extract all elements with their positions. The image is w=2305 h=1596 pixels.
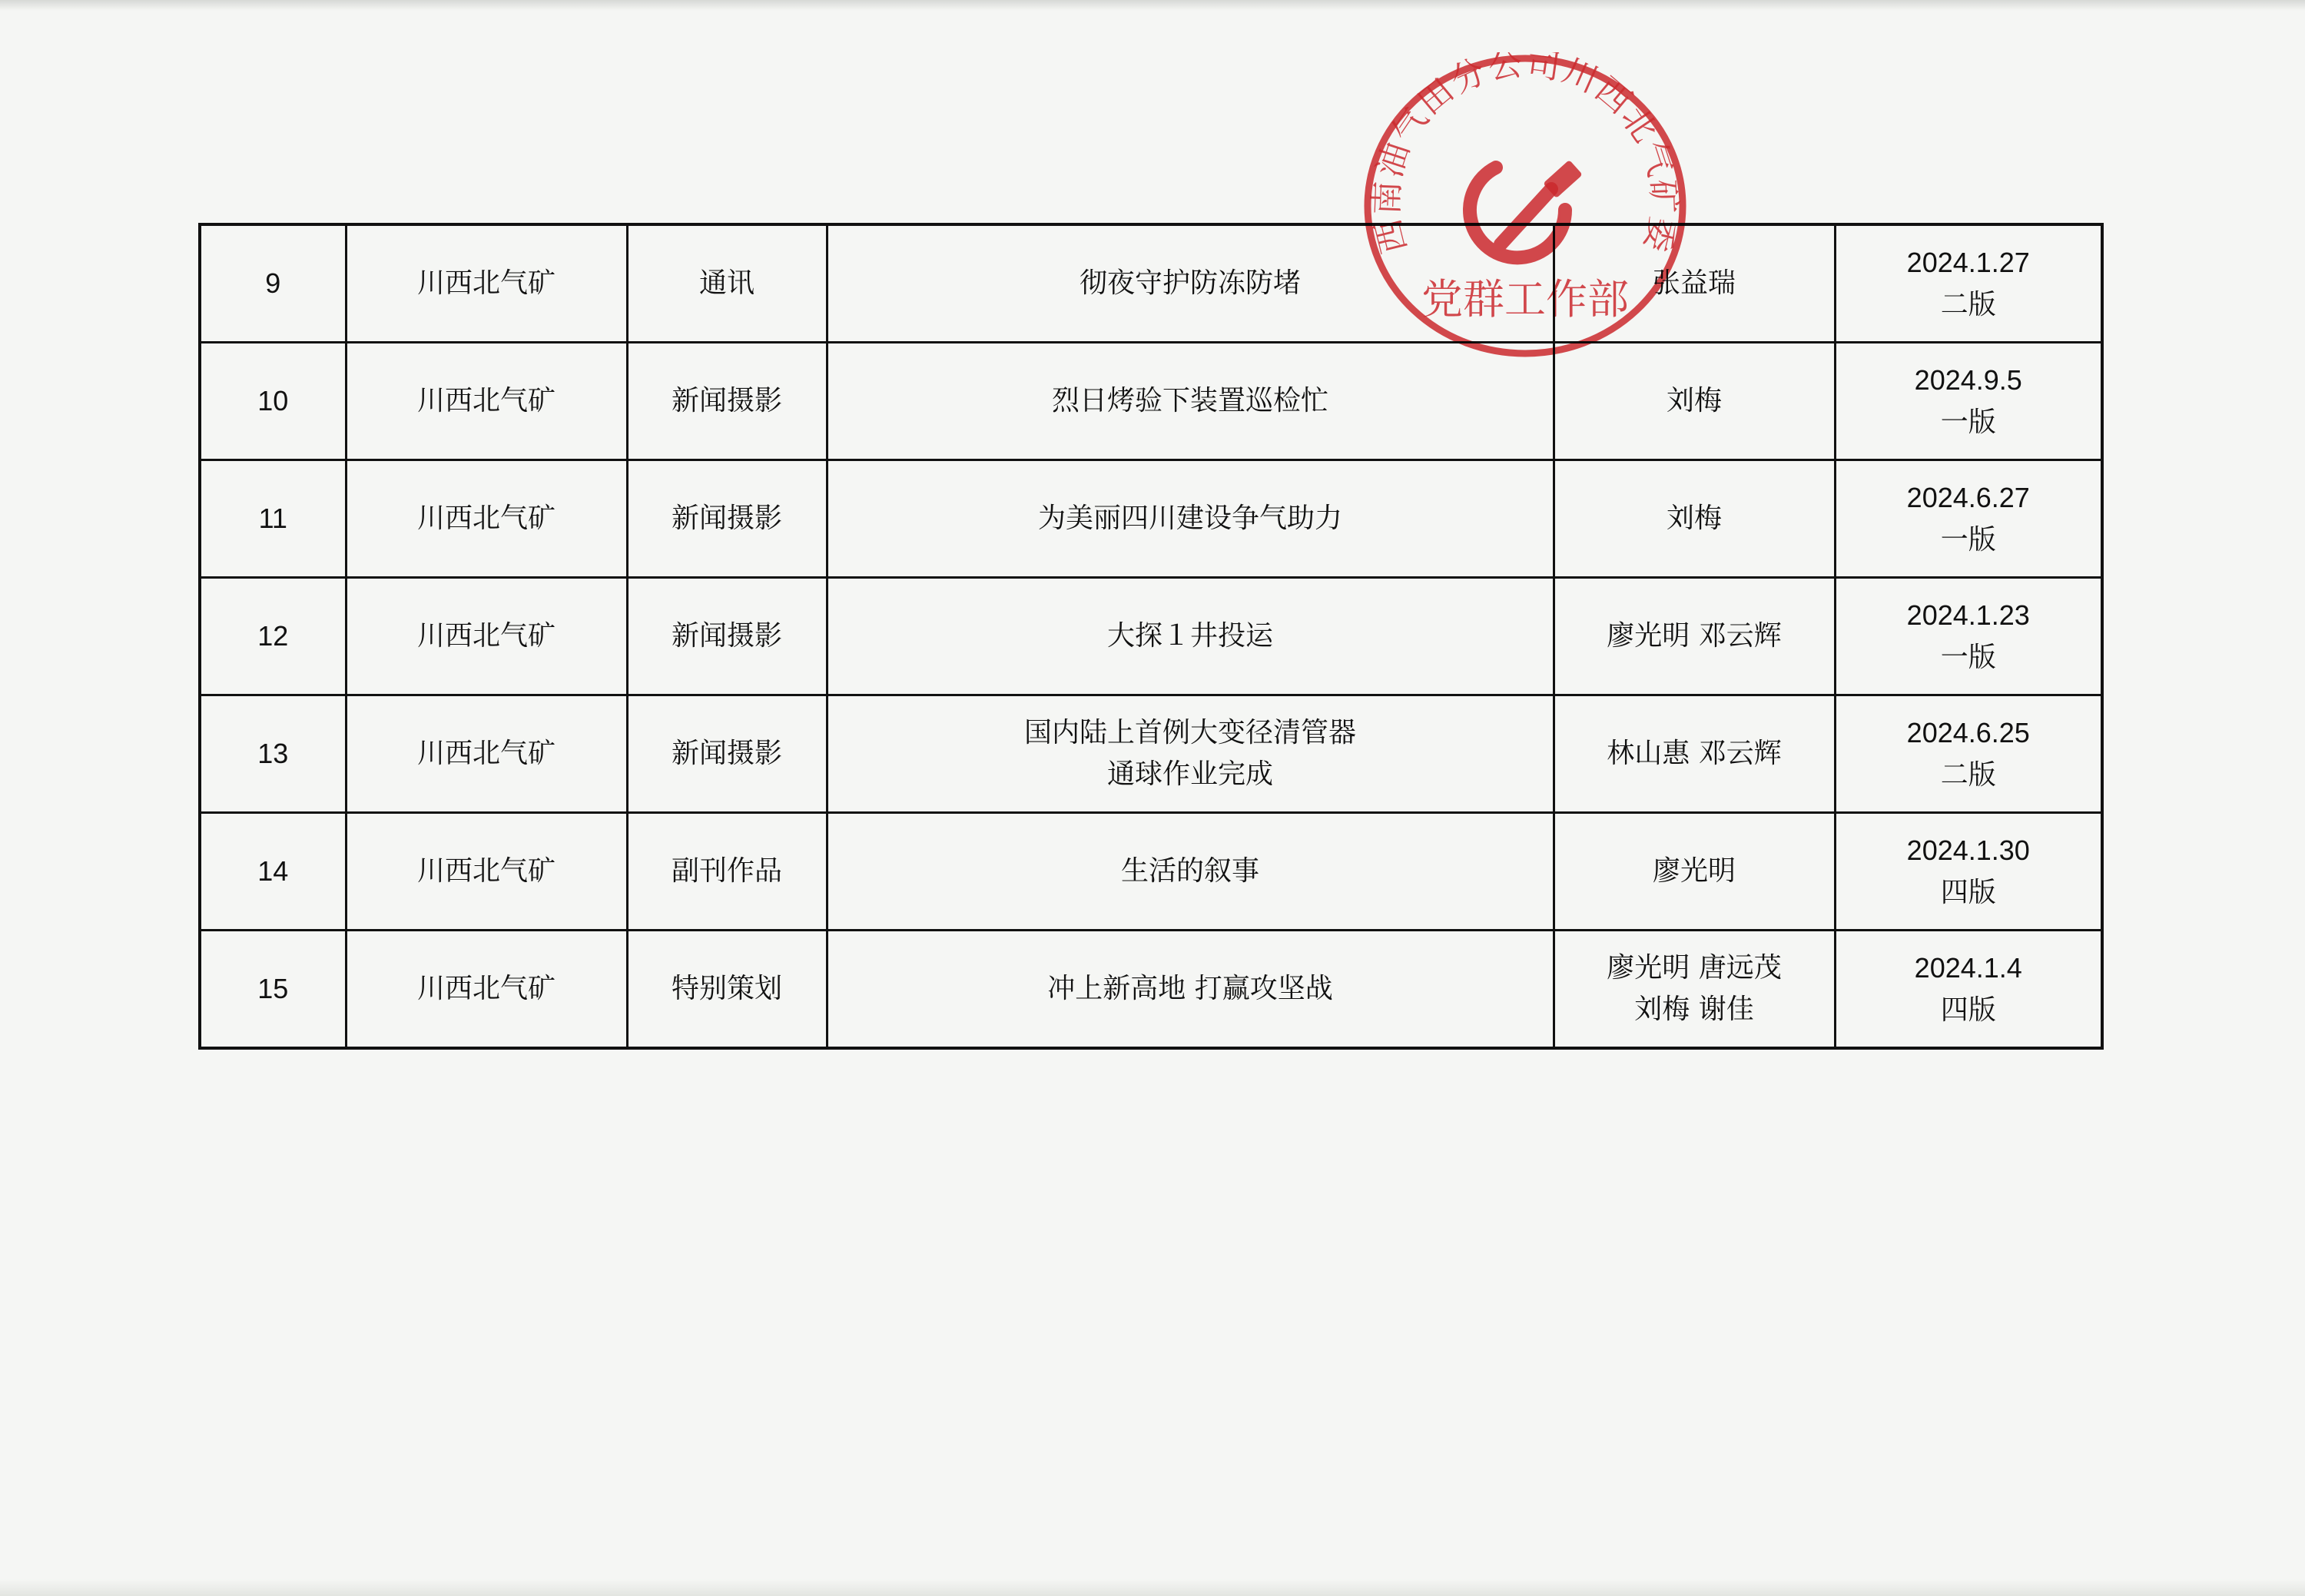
title-cell [827,695,1554,813]
category-cell: 新闻摄影 [627,695,827,813]
title-cell [827,813,1554,931]
title-cell [827,224,1554,343]
authors-line: 廖光明 唐远茂 [1607,952,1782,984]
unit-cell: 川西北气矿 [346,931,627,1049]
authors-line: 廖光明 邓云辉 [1607,620,1782,652]
title-line: 烈日烤验下装置巡检忙 [1051,385,1328,416]
date-line: 2024.1.27 [1906,247,2030,278]
table-row [200,578,2102,695]
table-row [200,460,2102,578]
table-body [200,224,2102,1048]
no-cell: 9 [200,224,346,343]
date-line: 2024.6.25 [1906,717,2030,748]
date-cell [1835,578,2102,695]
table-row [200,695,2102,813]
table-row [200,343,2102,460]
title-line: 国内陆上首例大变径清管器 [1023,717,1356,748]
unit-cell: 川西北气矿 [346,578,627,695]
unit-cell: 川西北气矿 [346,813,627,931]
unit-cell: 川西北气矿 [346,460,627,578]
date-line: 2024.9.5 [1914,364,2022,396]
page-top-edge [0,0,2305,11]
seal-inner-text: 党群工作部 [1421,275,1629,324]
date-cell [1835,695,2102,813]
title-line: 通球作业完成 [1106,758,1273,790]
no-cell: 12 [200,578,346,695]
title-cell [827,578,1554,695]
table-row [200,813,2102,931]
no-cell: 14 [200,813,346,931]
date-line: 四版 [1940,994,1996,1025]
no-cell: 10 [200,343,346,460]
date-line: 2024.1.23 [1906,599,2030,631]
title-cell [827,343,1554,460]
authors-cell [1554,695,1835,813]
authors-line: 廖光明 [1652,855,1736,887]
date-cell [1835,931,2102,1049]
date-line: 二版 [1940,288,1996,320]
date-line: 2024.1.30 [1906,834,2030,866]
title-cell [827,931,1554,1049]
title-line: 冲上新高地 打赢攻坚战 [1047,973,1333,1004]
date-cell [1835,460,2102,578]
title-line: 生活的叙事 [1120,855,1259,887]
page-bottom-edge [0,1579,2305,1596]
authors-cell [1554,224,1835,343]
category-cell: 通讯 [627,224,827,343]
no-cell: 13 [200,695,346,813]
unit-cell: 川西北气矿 [346,343,627,460]
date-line: 一版 [1940,406,1996,437]
title-cell [827,460,1554,578]
date-line: 四版 [1940,876,1996,907]
date-line: 2024.1.4 [1914,952,2022,984]
category-cell: 新闻摄影 [627,578,827,695]
no-cell: 11 [200,460,346,578]
authors-cell [1554,578,1835,695]
authors-line: 刘梅 谢佳 [1634,994,1754,1025]
authors-cell [1554,343,1835,460]
seal-outer-text: 西南油气田分公司川西北气矿委 [1367,52,1683,257]
awards-table [198,223,2104,1050]
authors-cell [1554,460,1835,578]
date-line: 二版 [1940,758,1996,790]
authors-line: 张益瑞 [1652,267,1736,299]
authors-cell [1554,931,1835,1049]
date-cell [1835,813,2102,931]
title-line: 为美丽四川建设争气助力 [1037,503,1342,534]
authors-line: 刘梅 [1666,503,1722,534]
title-line: 彻夜守护防冻防堵 [1079,267,1301,299]
date-cell [1835,224,2102,343]
date-cell [1835,343,2102,460]
title-line: 大探１井投运 [1106,620,1273,652]
date-line: 2024.6.27 [1906,482,2030,513]
date-line: 一版 [1940,641,1996,672]
category-cell: 新闻摄影 [627,460,827,578]
authors-line: 刘梅 [1666,385,1722,416]
unit-cell: 川西北气矿 [346,695,627,813]
no-cell: 15 [200,931,346,1049]
authors-cell [1554,813,1835,931]
category-cell: 副刊作品 [627,813,827,931]
table-row [200,224,2102,343]
category-cell: 特别策划 [627,931,827,1049]
category-cell: 新闻摄影 [627,343,827,460]
date-line: 一版 [1940,523,1996,555]
authors-line: 林山惠 邓云辉 [1607,738,1782,769]
table-row [200,931,2102,1049]
unit-cell: 川西北气矿 [346,224,627,343]
